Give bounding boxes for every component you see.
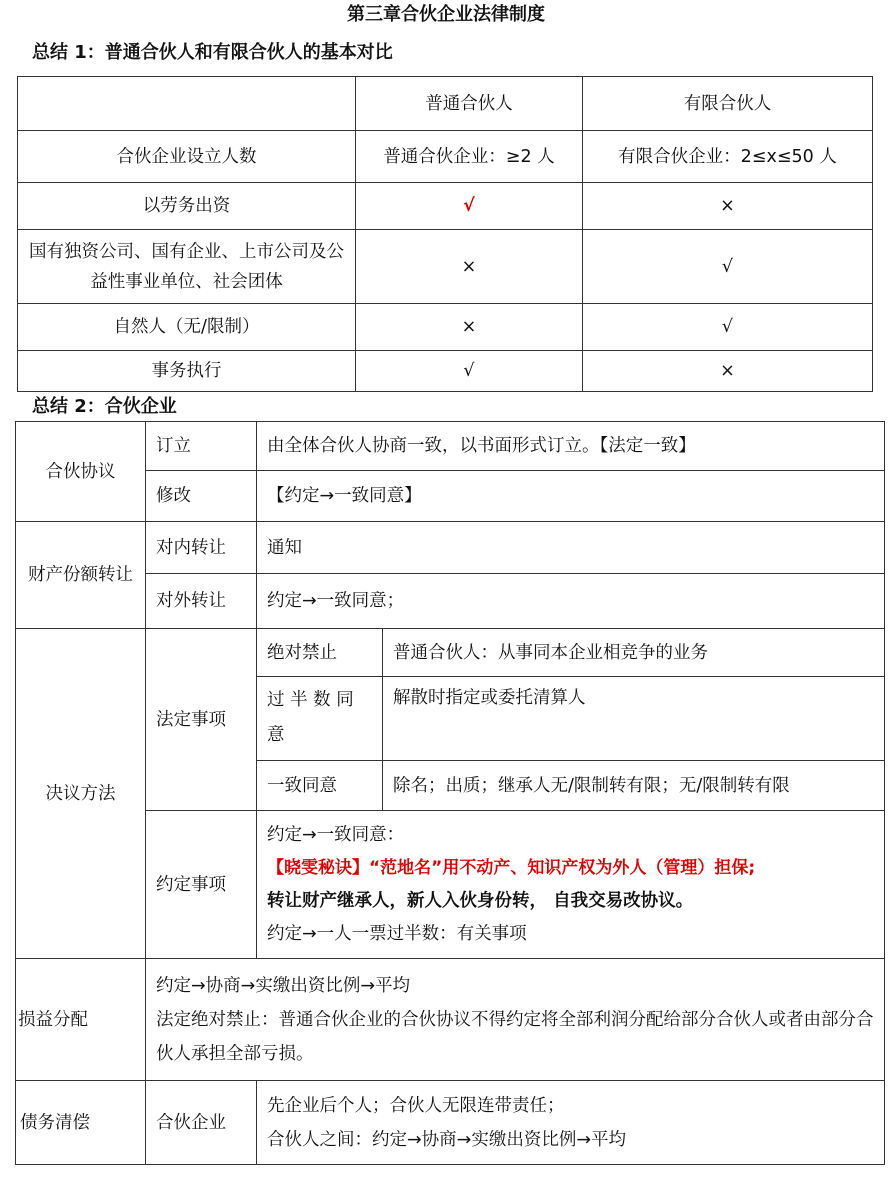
check-mark: √ xyxy=(583,230,873,304)
summary-1-heading: 总结 1：普通合伙人和有限合伙人的基本对比 xyxy=(32,42,393,63)
sign-label: 订立 xyxy=(146,422,257,471)
internal-transfer-label: 对内转让 xyxy=(146,522,257,574)
table-row xyxy=(16,522,885,574)
row-label: 国有独资公司、国有企业、上市公司及公益性事业单位、社会团体 xyxy=(18,230,356,304)
partnership-table xyxy=(15,421,885,1165)
modify-label: 修改 xyxy=(146,471,257,522)
comparison-table xyxy=(17,76,873,392)
absolute-prohibition-label: 绝对禁止 xyxy=(257,629,383,677)
table-row xyxy=(18,351,873,392)
external-transfer-text: 约定→一致同意； xyxy=(257,574,885,629)
table-row xyxy=(16,811,885,959)
table-row xyxy=(16,422,885,471)
table-row xyxy=(18,183,873,230)
debt-line: 合伙人之间：约定→协商→实缴出资比例→平均 xyxy=(267,1129,626,1150)
majority-text: 解散时指定或委托清算人 xyxy=(383,677,885,761)
document-title: 第三章合伙企业法律制度 xyxy=(347,4,545,25)
general-partner-cell: 普通合伙企业：≥2 人 xyxy=(356,131,583,183)
debt-repayment-cell xyxy=(257,1081,885,1165)
transfer-label: 财产份额转让 xyxy=(16,522,146,629)
debt-sub-label: 合伙企业 xyxy=(146,1081,257,1165)
agreed-line: 约定→一致同意： xyxy=(267,824,405,845)
profit-distribution-cell xyxy=(146,959,885,1081)
table-row xyxy=(18,230,873,304)
header-general-partner: 普通合伙人 xyxy=(356,77,583,131)
debt-line: 先企业后个人；合伙人无限连带责任； xyxy=(267,1095,565,1116)
cross-mark: × xyxy=(583,183,873,230)
summary-2-heading: 总结 2：合伙企业 xyxy=(32,396,177,417)
table-header-row xyxy=(18,77,873,131)
majority-label: 过 半 数 同 意 xyxy=(257,677,383,761)
resolution-label: 决议方法 xyxy=(16,629,146,959)
profit-line: 法定绝对禁止：普通合伙企业的合伙协议不得约定将全部利润分配给部分合伙人或者由部分合伙人承担全部亏损。 xyxy=(156,1009,874,1064)
row-label: 合伙企业设立人数 xyxy=(18,131,356,183)
table-row xyxy=(16,574,885,629)
table-row xyxy=(16,959,885,1081)
table-row xyxy=(16,471,885,522)
modify-text: 【约定→一致同意】 xyxy=(257,471,885,522)
check-mark: √ xyxy=(356,183,583,230)
check-mark: √ xyxy=(583,304,873,351)
row-label: 自然人（无/限制） xyxy=(18,304,356,351)
profit-distribution-label: 损益分配 xyxy=(16,959,146,1081)
mnemonic-text: 【晓雯秘诀】“范地名”用不动产、知识产权为外人（管理）担保; xyxy=(267,857,756,878)
header-limited-partner: 有限合伙人 xyxy=(583,77,873,131)
cross-mark: × xyxy=(356,304,583,351)
check-mark: √ xyxy=(356,351,583,392)
external-transfer-label: 对外转让 xyxy=(146,574,257,629)
table-row xyxy=(16,1081,885,1165)
statutory-matters-label: 法定事项 xyxy=(146,629,257,811)
mnemonic-bold-text: 转让财产继承人，新人入伙身份转， 自我交易改协议。 xyxy=(267,890,694,911)
internal-transfer-text: 通知 xyxy=(257,522,885,574)
row-label: 以劳务出资 xyxy=(18,183,356,230)
unanimous-text: 除名；出质；继承人无/限制转有限；无/限制转有限 xyxy=(383,761,885,811)
agreed-line: 约定→一人一票过半数：有关事项 xyxy=(267,923,527,944)
limited-partner-cell: 有限合伙企业：2≤x≤50 人 xyxy=(583,131,873,183)
profit-line: 约定→协商→实缴出资比例→平均 xyxy=(156,975,410,996)
unanimous-label: 一致同意 xyxy=(257,761,383,811)
cross-mark: × xyxy=(356,230,583,304)
table-row xyxy=(16,629,885,677)
agreed-matters-label: 约定事项 xyxy=(146,811,257,959)
header-cell-empty xyxy=(18,77,356,131)
table-row xyxy=(18,131,873,183)
agreed-matters-cell xyxy=(257,811,885,959)
table-row xyxy=(18,304,873,351)
sign-text: 由全体合伙人协商一致，以书面形式订立。【法定一致】 xyxy=(257,422,885,471)
absolute-prohibition-text: 普通合伙人：从事同本企业相竞争的业务 xyxy=(383,629,885,677)
debt-repayment-label: 债务清偿 xyxy=(16,1081,146,1165)
agreement-label: 合伙协议 xyxy=(16,422,146,522)
cross-mark: × xyxy=(583,351,873,392)
row-label: 事务执行 xyxy=(18,351,356,392)
